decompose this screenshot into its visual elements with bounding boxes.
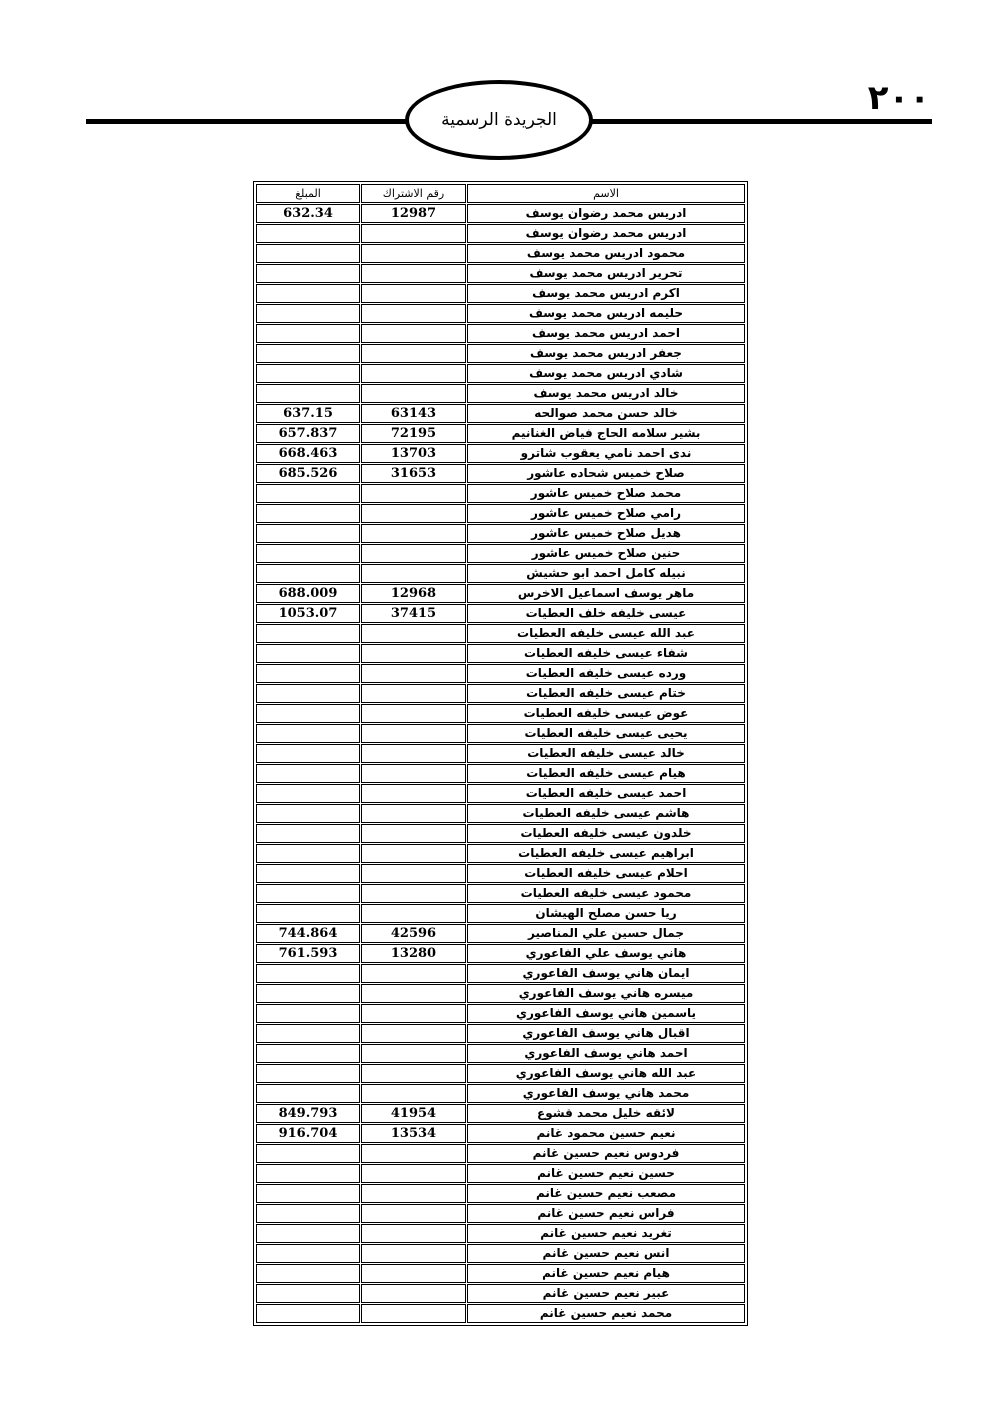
amount-cell [256, 224, 360, 243]
table-row [256, 444, 745, 463]
subscription-cell [361, 384, 466, 403]
table-row [256, 744, 745, 763]
subscribers-table [255, 183, 746, 1324]
subscription-cell [361, 344, 466, 363]
table-row [256, 484, 745, 503]
subscription-cell [361, 1284, 466, 1303]
amount-cell [256, 1264, 360, 1283]
name-cell: تغريد نعيم حسين غانم [467, 1224, 745, 1243]
name-cell: حنين صلاح خميس عاشور [467, 544, 745, 563]
amount-cell [256, 644, 360, 663]
table-row [256, 864, 745, 883]
table-row [256, 1124, 745, 1143]
name-cell: هاني يوسف علي الفاعوري [467, 944, 745, 963]
table-row [256, 564, 745, 583]
amount-cell [256, 1164, 360, 1183]
amount-cell [256, 764, 360, 783]
subscription-cell [361, 664, 466, 683]
name-cell: محمد نعيم حسين غانم [467, 1304, 745, 1323]
table-row [256, 904, 745, 923]
name-cell: هديل صلاح خميس عاشور [467, 524, 745, 543]
amount-cell [256, 1024, 360, 1043]
subscription-cell [361, 484, 466, 503]
subscription-cell [361, 624, 466, 643]
subscription-cell [361, 1144, 466, 1163]
table-row [256, 1224, 745, 1243]
amount-cell [256, 364, 360, 383]
table-row [256, 1164, 745, 1183]
amount-cell [256, 624, 360, 643]
amount-cell [256, 1304, 360, 1323]
amount-cell [256, 1224, 360, 1243]
table-header-row [256, 184, 745, 203]
table-row [256, 1044, 745, 1063]
name-cell: ايمان هاني يوسف الفاعوري [467, 964, 745, 983]
subscription-cell [361, 884, 466, 903]
amount-cell: 916.704 [256, 1124, 360, 1143]
table-row [256, 724, 745, 743]
table-row [256, 624, 745, 643]
table-row [256, 544, 745, 563]
table-body [256, 204, 745, 1323]
subscription-cell [361, 1164, 466, 1183]
subscription-cell [361, 964, 466, 983]
name-cell: احلام عيسى خليفه العطيات [467, 864, 745, 883]
table-row [256, 1064, 745, 1083]
amount-cell [256, 1284, 360, 1303]
table-row [256, 504, 745, 523]
subscription-cell: 41954 [361, 1104, 466, 1123]
name-cell: احمد ادريس محمد يوسف [467, 324, 745, 343]
name-cell: اقبال هاني يوسف الفاعوري [467, 1024, 745, 1043]
subscription-cell [361, 544, 466, 563]
subscription-cell [361, 824, 466, 843]
subscription-cell: 42596 [361, 924, 466, 943]
subscription-cell [361, 844, 466, 863]
name-cell: تحرير ادريس محمد يوسف [467, 264, 745, 283]
amount-cell [256, 684, 360, 703]
name-cell: شفاء عيسى خليفه العطيات [467, 644, 745, 663]
column-header-name: الاسم [467, 184, 745, 203]
table-row [256, 924, 745, 943]
subscription-cell [361, 704, 466, 723]
subscription-cell [361, 364, 466, 383]
subscription-cell [361, 804, 466, 823]
name-cell: ورده عيسى خليفه العطيات [467, 664, 745, 683]
subscription-cell [361, 524, 466, 543]
subscription-cell [361, 304, 466, 323]
subscription-cell: 31653 [361, 464, 466, 483]
name-cell: ندى احمد نامي يعقوب شاترو [467, 444, 745, 463]
subscription-cell [361, 264, 466, 283]
amount-cell [256, 324, 360, 343]
name-cell: خالد عيسى خليفه العطيات [467, 744, 745, 763]
name-cell: صلاح خميس شحاده عاشور [467, 464, 745, 483]
amount-cell: 849.793 [256, 1104, 360, 1123]
table-row [256, 1244, 745, 1263]
name-cell: بشير سلامه الحاج فياض الغنانيم [467, 424, 745, 443]
amount-cell [256, 524, 360, 543]
name-cell: ادريس محمد رضوان يوسف [467, 204, 745, 223]
subscription-cell [361, 504, 466, 523]
name-cell: ادريس محمد رضوان يوسف [467, 224, 745, 243]
subscription-cell [361, 684, 466, 703]
column-header-amount: المبلغ [256, 184, 360, 203]
table-row [256, 684, 745, 703]
subscription-cell: 12987 [361, 204, 466, 223]
amount-cell [256, 884, 360, 903]
column-header-subscription: رقم الاشتراك [361, 184, 466, 203]
amount-cell [256, 284, 360, 303]
subscription-cell [361, 284, 466, 303]
amount-cell [256, 544, 360, 563]
amount-cell [256, 664, 360, 683]
name-cell: محمد صلاح خميس عاشور [467, 484, 745, 503]
amount-cell [256, 984, 360, 1003]
amount-cell [256, 904, 360, 923]
name-cell: عيسى خليفه خلف العطيات [467, 604, 745, 623]
table-row [256, 804, 745, 823]
subscription-cell [361, 1264, 466, 1283]
name-cell: فردوس نعيم حسين غانم [467, 1144, 745, 1163]
gazette-title: الجريدة الرسمية [441, 110, 557, 130]
table-row [256, 984, 745, 1003]
amount-cell [256, 724, 360, 743]
name-cell: حسين نعيم حسين غانم [467, 1164, 745, 1183]
amount-cell: 1053.07 [256, 604, 360, 623]
table-row [256, 644, 745, 663]
amount-cell [256, 864, 360, 883]
subscription-cell [361, 644, 466, 663]
subscription-cell: 72195 [361, 424, 466, 443]
table-row [256, 204, 745, 223]
subscription-cell [361, 1024, 466, 1043]
table-row [256, 1184, 745, 1203]
name-cell: ابراهيم عيسى خليفه العطيات [467, 844, 745, 863]
name-cell: رامي صلاح خميس عاشور [467, 504, 745, 523]
table-row [256, 1204, 745, 1223]
name-cell: خالد حسن محمد صوالحه [467, 404, 745, 423]
subscription-cell [361, 1244, 466, 1263]
gazette-title-oval [405, 80, 593, 160]
amount-cell [256, 1004, 360, 1023]
amount-cell [256, 1064, 360, 1083]
subscription-cell [361, 1204, 466, 1223]
amount-cell [256, 1144, 360, 1163]
name-cell: لائقه خليل محمد قشوع [467, 1104, 745, 1123]
amount-cell: 637.15 [256, 404, 360, 423]
subscription-cell: 37415 [361, 604, 466, 623]
subscription-cell [361, 1044, 466, 1063]
name-cell: يحيى عيسى خليفه العطيات [467, 724, 745, 743]
name-cell: شادي ادريس محمد يوسف [467, 364, 745, 383]
table-row [256, 464, 745, 483]
table-row [256, 244, 745, 263]
amount-cell: 668.463 [256, 444, 360, 463]
table-row [256, 424, 745, 443]
subscription-cell [361, 744, 466, 763]
table-row [256, 784, 745, 803]
table-row [256, 884, 745, 903]
name-cell: جمال حسين علي المناصير [467, 924, 745, 943]
amount-cell [256, 1084, 360, 1103]
amount-cell [256, 784, 360, 803]
amount-cell [256, 824, 360, 843]
name-cell: احمد عيسى خليفه العطيات [467, 784, 745, 803]
subscription-cell [361, 1184, 466, 1203]
name-cell: هاشم عيسى خليفه العطيات [467, 804, 745, 823]
subscription-cell [361, 984, 466, 1003]
table-row [256, 944, 745, 963]
amount-cell [256, 244, 360, 263]
table-row [256, 364, 745, 383]
subscription-cell [361, 324, 466, 343]
name-cell: عوض عيسى خليفه العطيات [467, 704, 745, 723]
subscription-cell: 12968 [361, 584, 466, 603]
amount-cell [256, 1044, 360, 1063]
table-row [256, 964, 745, 983]
subscription-cell [361, 764, 466, 783]
table-row [256, 1024, 745, 1043]
name-cell: اكرم ادريس محمد يوسف [467, 284, 745, 303]
amount-cell: 657.837 [256, 424, 360, 443]
name-cell: خلدون عيسى خليفه العطيات [467, 824, 745, 843]
subscription-cell [361, 904, 466, 923]
name-cell: محمد هاني يوسف الفاعوري [467, 1084, 745, 1103]
name-cell: ماهر يوسف اسماعيل الاخرس [467, 584, 745, 603]
amount-cell [256, 964, 360, 983]
subscription-cell [361, 724, 466, 743]
subscription-cell [361, 1304, 466, 1323]
subscription-cell: 63143 [361, 404, 466, 423]
table-row [256, 1144, 745, 1163]
name-cell: عبد الله عيسى خليفه العطيات [467, 624, 745, 643]
table-row [256, 1104, 745, 1123]
table-row [256, 1264, 745, 1283]
table-row [256, 404, 745, 423]
subscription-cell [361, 564, 466, 583]
amount-cell [256, 384, 360, 403]
amount-cell [256, 504, 360, 523]
name-cell: ريا حسن مصلح الهيشان [467, 904, 745, 923]
table-row [256, 604, 745, 623]
table-row [256, 764, 745, 783]
name-cell: فراس نعيم حسين غانم [467, 1204, 745, 1223]
name-cell: محمود عيسى خليفه العطيات [467, 884, 745, 903]
amount-cell: 632.34 [256, 204, 360, 223]
name-cell: نعيم حسين محمود غانم [467, 1124, 745, 1143]
amount-cell [256, 804, 360, 823]
name-cell: هيام عيسى خليفه العطيات [467, 764, 745, 783]
name-cell: ختام عيسى خليفه العطيات [467, 684, 745, 703]
subscription-cell [361, 1064, 466, 1083]
table-row [256, 824, 745, 843]
table-row [256, 324, 745, 343]
name-cell: ميسره هاني يوسف الفاعوري [467, 984, 745, 1003]
table-row [256, 1304, 745, 1323]
amount-cell: 761.593 [256, 944, 360, 963]
amount-cell: 744.864 [256, 924, 360, 943]
amount-cell [256, 1184, 360, 1203]
table-row [256, 664, 745, 683]
name-cell: انس نعيم حسين غانم [467, 1244, 745, 1263]
amount-cell [256, 1244, 360, 1263]
name-cell: نبيله كامل احمد ابو حشيش [467, 564, 745, 583]
table-row [256, 844, 745, 863]
table-row [256, 344, 745, 363]
name-cell: حليمه ادريس محمد يوسف [467, 304, 745, 323]
subscription-cell [361, 224, 466, 243]
name-cell: محمود ادريس محمد يوسف [467, 244, 745, 263]
amount-cell [256, 344, 360, 363]
name-cell: احمد هاني يوسف الفاعوري [467, 1044, 745, 1063]
name-cell: مصعب نعيم حسين غانم [467, 1184, 745, 1203]
table-row [256, 1084, 745, 1103]
table-row [256, 1004, 745, 1023]
subscription-cell [361, 1004, 466, 1023]
name-cell: عبد الله هاني يوسف الفاعوري [467, 1064, 745, 1083]
subscription-cell: 13703 [361, 444, 466, 463]
table-row [256, 1284, 745, 1303]
name-cell: جعفر ادريس محمد يوسف [467, 344, 745, 363]
name-cell: عبير نعيم حسين غانم [467, 1284, 745, 1303]
amount-cell [256, 1204, 360, 1223]
amount-cell [256, 744, 360, 763]
amount-cell [256, 704, 360, 723]
table-row [256, 264, 745, 283]
subscription-cell [361, 864, 466, 883]
table-row [256, 584, 745, 603]
name-cell: خالد ادريس محمد يوسف [467, 384, 745, 403]
name-cell: هيام نعيم حسين غانم [467, 1264, 745, 1283]
table-row [256, 284, 745, 303]
subscription-cell [361, 784, 466, 803]
table-row [256, 304, 745, 323]
amount-cell [256, 264, 360, 283]
subscribers-table-frame [253, 181, 748, 1326]
amount-cell: 688.009 [256, 584, 360, 603]
table-row [256, 704, 745, 723]
subscription-cell [361, 244, 466, 263]
name-cell: ياسمين هاني يوسف الفاعوري [467, 1004, 745, 1023]
table-row [256, 224, 745, 243]
subscription-cell [361, 1084, 466, 1103]
table-row [256, 524, 745, 543]
subscription-cell: 13280 [361, 944, 466, 963]
subscription-cell [361, 1224, 466, 1243]
subscription-cell: 13534 [361, 1124, 466, 1143]
amount-cell [256, 304, 360, 323]
amount-cell [256, 564, 360, 583]
table-row [256, 384, 745, 403]
amount-cell [256, 484, 360, 503]
amount-cell: 685.526 [256, 464, 360, 483]
amount-cell [256, 844, 360, 863]
page-number: ٢٠٠ [867, 78, 930, 118]
